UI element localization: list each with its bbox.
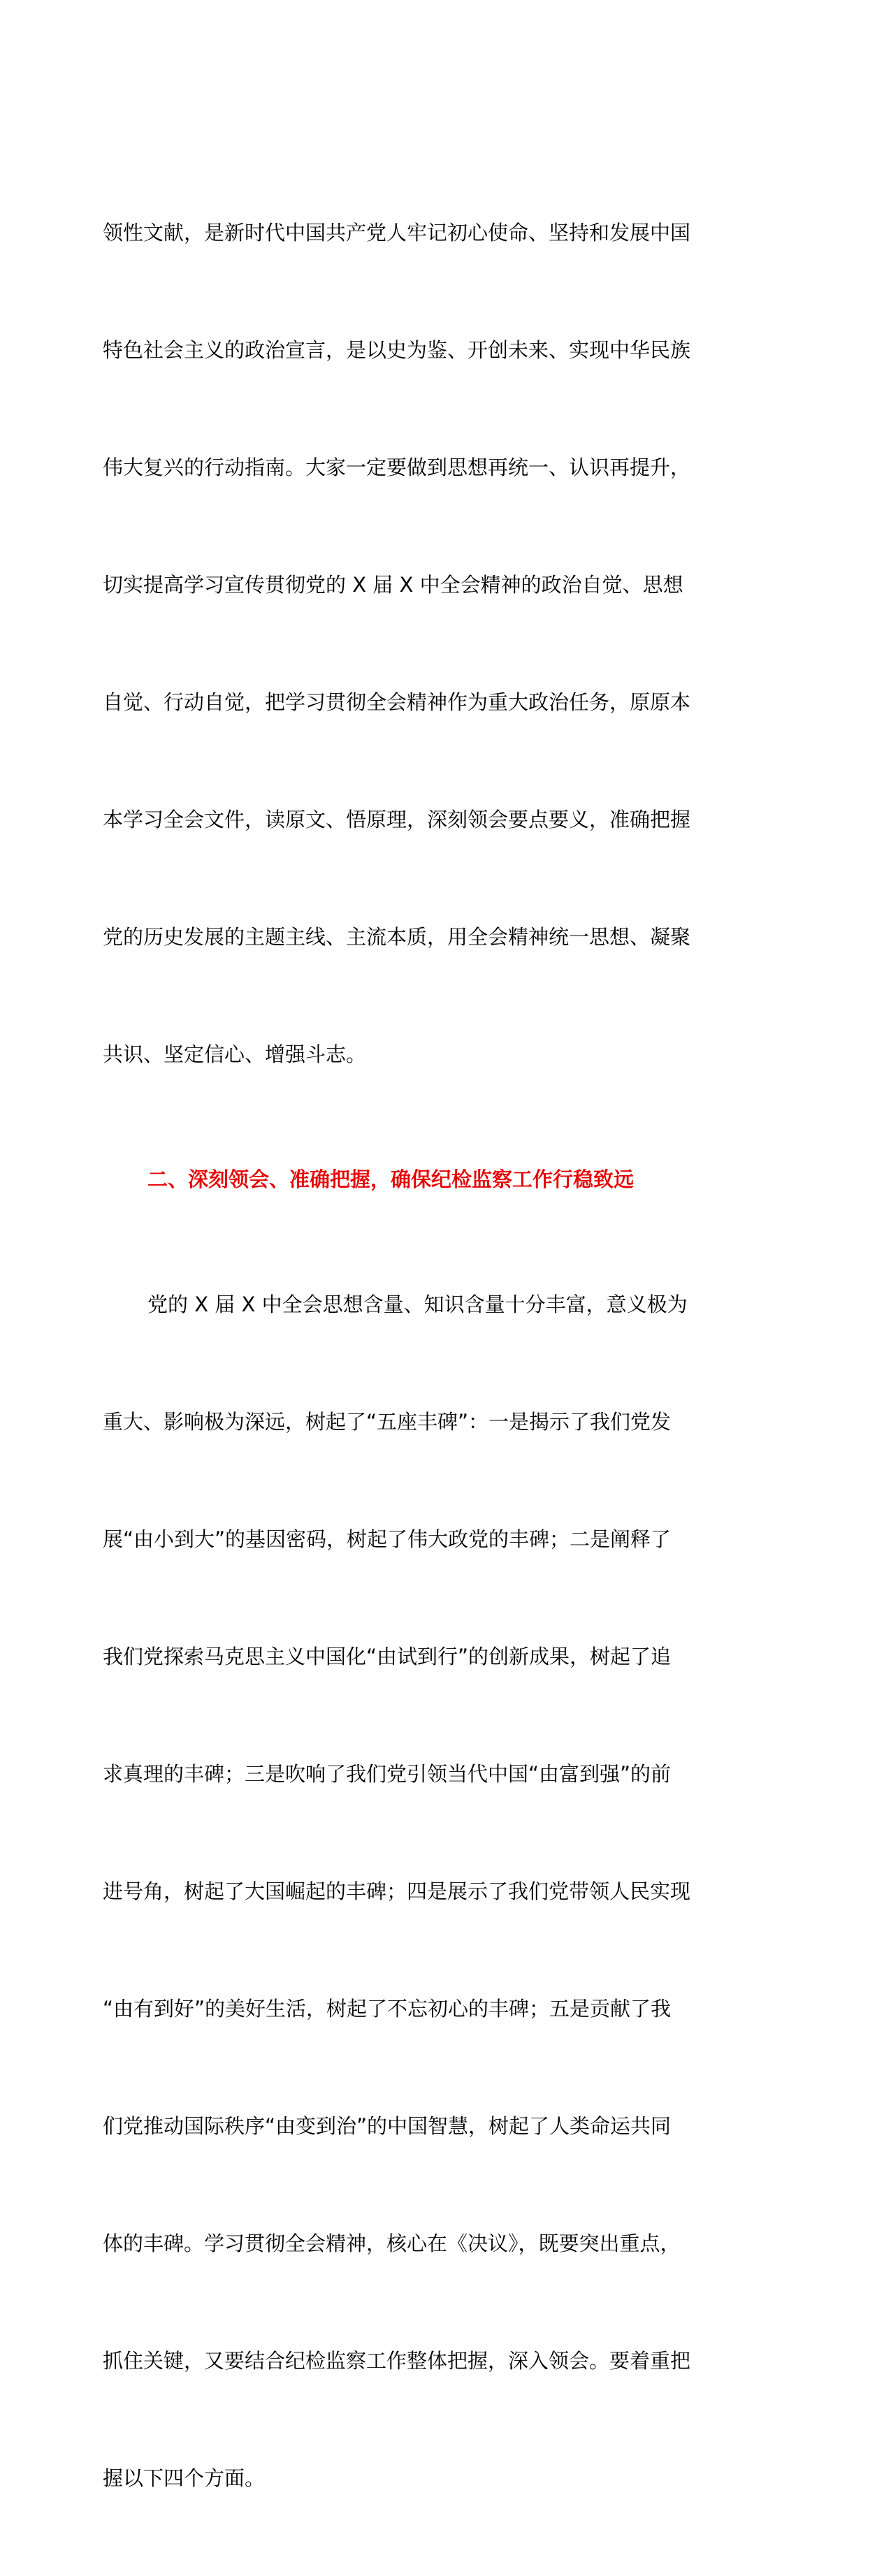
paragraph-line: 展“由小到大”的基因密码，树起了伟大政党的丰碑；二是阐释了 [103, 1527, 672, 1551]
paragraph-line: 体的丰碑。学习贯彻全会精神，核心在《决议》，既要突出重点， [103, 2232, 681, 2255]
paragraph-line: 求真理的丰碑；三是吹响了我们党引领当代中国“由富到强”的前 [103, 1762, 672, 1786]
paragraph-line: 自觉、行动自觉，把学习贯彻全会精神作为重大政治任务，原原本 [103, 690, 691, 714]
document-body [103, 135, 746, 2576]
paragraph-line: 特色社会主义的政治宣言，是以史为鉴、开创未来、实现中华民族 [103, 338, 691, 362]
paragraph-line: 领性文献，是新时代中国共产党人牢记初心使命、坚持和发展中国 [103, 221, 691, 245]
paragraph-line: 进号角，树起了大国崛起的丰碑；四是展示了我们党带领人民实现 [103, 1879, 691, 1903]
paragraph-line: 伟大复兴的行动指南。大家一定要做到思想再统一、认识再提升， [103, 456, 691, 479]
paragraph-line: 共识、坚定信心、增强斗志。 [103, 1042, 367, 1066]
paragraph-line: 党的 X 届 X 中全会思想含量、知识含量十分丰富，意义极为 [147, 1293, 688, 1316]
paragraph-line: “由有到好”的美好生活，树起了不忘初心的丰碑；五是贡献了我 [103, 1997, 672, 2021]
paragraph-2 [103, 1207, 746, 2576]
paragraph-line: 本学习全会文件，读原文、悟原理，深刻领会要点要义，准确把握 [103, 808, 691, 831]
paragraph-line: 切实提高学习宣传贯彻党的 X 届 X 中全会精神的政治自觉、思想 [103, 573, 683, 597]
paragraph-line: 我们党探索马克思主义中国化“由试到行”的创新成果，树起了追 [103, 1645, 672, 1668]
paragraph-line: 握以下四个方面。 [103, 2466, 266, 2490]
section-heading: 二、深刻领会、准确把握，确保纪检监察工作行稳致远 [147, 1167, 635, 1191]
paragraph-line: 党的历史发展的主题主线、主流本质，用全会精神统一思想、凝聚 [103, 925, 691, 949]
paragraph-line: 们党推动国际秩序“由变到治”的中国智慧，树起了人类命运共同 [103, 2114, 672, 2138]
paragraph-1 [103, 135, 746, 1152]
paragraph-line: 抓住关键，又要结合纪检监察工作整体把握，深入领会。要着重把 [103, 2349, 691, 2373]
paragraph-line: 重大、影响极为深远，树起了“五座丰碑”：一是揭示了我们党发 [103, 1410, 672, 1434]
